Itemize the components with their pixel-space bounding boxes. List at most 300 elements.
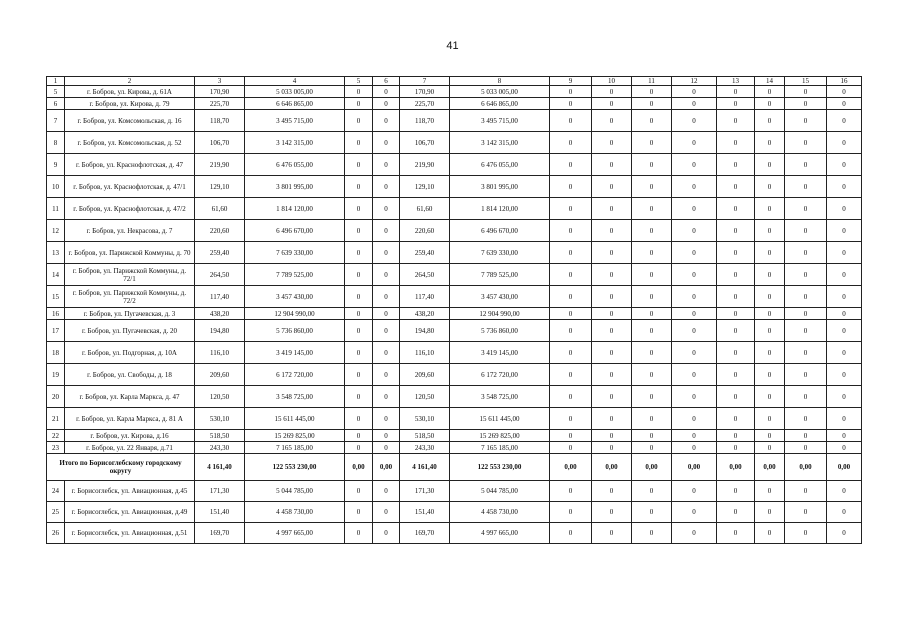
total-value: 0,00 (717, 454, 755, 481)
cost-cell: 3 801 995,00 (450, 176, 550, 198)
value-cell: 0 (717, 98, 755, 110)
address-cell: г. Бобров, ул. Парижской Коммуны, д. 72/1 (65, 264, 195, 286)
value-cell: 0 (785, 308, 827, 320)
value-cell: 0 (373, 98, 400, 110)
value-cell: 0 (345, 342, 373, 364)
value-cell: 0 (785, 342, 827, 364)
column-number: 9 (550, 77, 592, 86)
value-cell: 0 (672, 110, 717, 132)
area-cell: 264,50 (195, 264, 245, 286)
row-number: 11 (47, 198, 65, 220)
area-cell: 129,10 (400, 176, 450, 198)
value-cell: 0 (632, 430, 672, 442)
table-row (47, 364, 862, 386)
value-cell: 0 (345, 523, 373, 544)
area-cell: 117,40 (195, 286, 245, 308)
value-cell: 0 (672, 176, 717, 198)
value-cell: 0 (632, 198, 672, 220)
cost-cell: 4 997 665,00 (245, 523, 345, 544)
value-cell: 0 (592, 308, 632, 320)
value-cell: 0 (785, 442, 827, 454)
value-cell: 0 (717, 176, 755, 198)
value-cell: 0 (345, 110, 373, 132)
value-cell: 0 (345, 132, 373, 154)
value-cell: 0 (717, 154, 755, 176)
total-value: 0,00 (755, 454, 785, 481)
value-cell: 0 (373, 198, 400, 220)
value-cell: 0 (717, 364, 755, 386)
value-cell: 0 (592, 154, 632, 176)
value-cell: 0 (827, 110, 862, 132)
value-cell: 0 (717, 220, 755, 242)
value-cell: 0 (632, 320, 672, 342)
value-cell: 0 (672, 154, 717, 176)
row-number: 17 (47, 320, 65, 342)
value-cell: 0 (592, 430, 632, 442)
value-cell: 0 (345, 481, 373, 502)
value-cell: 0 (345, 198, 373, 220)
value-cell: 0 (345, 154, 373, 176)
value-cell: 0 (373, 502, 400, 523)
value-cell: 0 (672, 286, 717, 308)
cost-cell: 5 736 860,00 (245, 320, 345, 342)
address-cell: г. Борисоглебск, ул. Авиационная, д.51 (65, 523, 195, 544)
total-value: 4 161,40 (400, 454, 450, 481)
row-number: 23 (47, 442, 65, 454)
address-cell: г. Борисоглебск, ул. Авиационная, д.49 (65, 502, 195, 523)
column-number: 5 (345, 77, 373, 86)
total-value: 4 161,40 (195, 454, 245, 481)
value-cell: 0 (550, 320, 592, 342)
area-cell: 120,50 (400, 386, 450, 408)
value-cell: 0 (785, 502, 827, 523)
value-cell: 0 (785, 198, 827, 220)
value-cell: 0 (672, 98, 717, 110)
cost-cell: 5 044 785,00 (245, 481, 345, 502)
value-cell: 0 (785, 408, 827, 430)
table-row (47, 308, 862, 320)
value-cell: 0 (345, 442, 373, 454)
row-number: 18 (47, 342, 65, 364)
value-cell: 0 (827, 502, 862, 523)
value-cell: 0 (717, 242, 755, 264)
cost-cell: 7 639 330,00 (450, 242, 550, 264)
value-cell: 0 (827, 98, 862, 110)
row-number: 24 (47, 481, 65, 502)
area-cell: 170,90 (400, 86, 450, 98)
value-cell: 0 (373, 220, 400, 242)
area-cell: 219,90 (400, 154, 450, 176)
value-cell: 0 (717, 132, 755, 154)
table-row (47, 481, 862, 502)
value-cell: 0 (672, 386, 717, 408)
value-cell: 0 (755, 286, 785, 308)
value-cell: 0 (785, 132, 827, 154)
value-cell: 0 (672, 342, 717, 364)
address-cell: г. Бобров, ул. Комсомольская, д. 52 (65, 132, 195, 154)
value-cell: 0 (592, 320, 632, 342)
value-cell: 0 (785, 98, 827, 110)
value-cell: 0 (592, 176, 632, 198)
value-cell: 0 (755, 523, 785, 544)
cost-cell: 15 611 445,00 (450, 408, 550, 430)
value-cell: 0 (672, 132, 717, 154)
value-cell: 0 (755, 176, 785, 198)
value-cell: 0 (785, 242, 827, 264)
value-cell: 0 (785, 430, 827, 442)
cost-cell: 7 789 525,00 (245, 264, 345, 286)
value-cell: 0 (550, 242, 592, 264)
table-row (47, 286, 862, 308)
total-value: 0,00 (785, 454, 827, 481)
value-cell: 0 (717, 86, 755, 98)
address-cell: г. Бобров, ул. Свободы, д. 18 (65, 364, 195, 386)
value-cell: 0 (550, 342, 592, 364)
value-cell: 0 (827, 198, 862, 220)
value-cell: 0 (592, 98, 632, 110)
value-cell: 0 (785, 220, 827, 242)
value-cell: 0 (755, 502, 785, 523)
address-cell: г. Борисоглебск, ул. Авиационная, д.45 (65, 481, 195, 502)
value-cell: 0 (717, 481, 755, 502)
value-cell: 0 (550, 430, 592, 442)
value-cell: 0 (755, 320, 785, 342)
column-number: 6 (373, 77, 400, 86)
value-cell: 0 (632, 342, 672, 364)
cost-cell: 1 814 120,00 (450, 198, 550, 220)
value-cell: 0 (550, 502, 592, 523)
column-number: 7 (400, 77, 450, 86)
value-cell: 0 (827, 386, 862, 408)
area-cell: 194,80 (400, 320, 450, 342)
column-number: 4 (245, 77, 345, 86)
address-cell: г. Бобров, ул. Подгорная, д. 10А (65, 342, 195, 364)
row-number: 19 (47, 364, 65, 386)
area-cell: 171,30 (400, 481, 450, 502)
total-value: 0,00 (632, 454, 672, 481)
value-cell: 0 (672, 86, 717, 98)
column-number: 15 (785, 77, 827, 86)
address-cell: г. Бобров, ул. Парижской Коммуны, д. 70 (65, 242, 195, 264)
row-number: 7 (47, 110, 65, 132)
table-row (47, 386, 862, 408)
value-cell: 0 (345, 502, 373, 523)
value-cell: 0 (373, 386, 400, 408)
cost-cell: 3 548 725,00 (450, 386, 550, 408)
value-cell: 0 (785, 86, 827, 98)
address-cell: г. Бобров, ул. Кирова, д. 61А (65, 86, 195, 98)
value-cell: 0 (632, 386, 672, 408)
value-cell: 0 (785, 264, 827, 286)
value-cell: 0 (827, 242, 862, 264)
value-cell: 0 (550, 386, 592, 408)
value-cell: 0 (785, 154, 827, 176)
value-cell: 0 (632, 86, 672, 98)
area-cell: 170,90 (195, 86, 245, 98)
area-cell: 118,70 (195, 110, 245, 132)
area-cell: 264,50 (400, 264, 450, 286)
value-cell: 0 (717, 408, 755, 430)
value-cell: 0 (827, 342, 862, 364)
value-cell: 0 (592, 502, 632, 523)
area-cell: 106,70 (195, 132, 245, 154)
value-cell: 0 (785, 176, 827, 198)
value-cell: 0 (827, 176, 862, 198)
row-number: 12 (47, 220, 65, 242)
area-cell: 259,40 (195, 242, 245, 264)
cost-cell: 4 458 730,00 (245, 502, 345, 523)
row-number: 10 (47, 176, 65, 198)
area-cell: 209,60 (195, 364, 245, 386)
value-cell: 0 (632, 176, 672, 198)
value-cell: 0 (592, 242, 632, 264)
value-cell: 0 (592, 523, 632, 544)
value-cell: 0 (550, 481, 592, 502)
cost-cell: 7 165 185,00 (245, 442, 345, 454)
area-cell: 171,30 (195, 481, 245, 502)
column-number: 3 (195, 77, 245, 86)
cost-cell: 7 165 185,00 (450, 442, 550, 454)
value-cell: 0 (755, 242, 785, 264)
total-value: 0,00 (550, 454, 592, 481)
row-number: 8 (47, 132, 65, 154)
value-cell: 0 (550, 154, 592, 176)
value-cell: 0 (827, 264, 862, 286)
cost-cell: 6 646 865,00 (450, 98, 550, 110)
table-row (47, 523, 862, 544)
table-row (47, 132, 862, 154)
value-cell: 0 (755, 430, 785, 442)
value-cell: 0 (755, 308, 785, 320)
value-cell: 0 (632, 364, 672, 386)
area-cell: 61,60 (400, 198, 450, 220)
total-value: 122 553 230,00 (450, 454, 550, 481)
value-cell: 0 (672, 430, 717, 442)
table-row (47, 320, 862, 342)
value-cell: 0 (755, 364, 785, 386)
column-number: 14 (755, 77, 785, 86)
value-cell: 0 (785, 320, 827, 342)
cost-cell: 6 496 670,00 (245, 220, 345, 242)
row-number: 9 (47, 154, 65, 176)
cost-cell: 5 044 785,00 (450, 481, 550, 502)
cost-cell: 6 646 865,00 (245, 98, 345, 110)
value-cell: 0 (550, 110, 592, 132)
cost-cell: 3 419 145,00 (450, 342, 550, 364)
value-cell: 0 (672, 502, 717, 523)
value-cell: 0 (785, 286, 827, 308)
cost-cell: 3 142 315,00 (245, 132, 345, 154)
column-number: 16 (827, 77, 862, 86)
area-cell: 120,50 (195, 386, 245, 408)
cost-cell: 5 033 005,00 (450, 86, 550, 98)
value-cell: 0 (755, 408, 785, 430)
value-cell: 0 (373, 86, 400, 98)
value-cell: 0 (550, 198, 592, 220)
value-cell: 0 (717, 502, 755, 523)
table-row (47, 154, 862, 176)
value-cell: 0 (672, 442, 717, 454)
value-cell: 0 (550, 364, 592, 386)
cost-cell: 7 789 525,00 (450, 264, 550, 286)
value-cell: 0 (632, 98, 672, 110)
value-cell: 0 (373, 308, 400, 320)
value-cell: 0 (592, 86, 632, 98)
area-cell: 151,40 (400, 502, 450, 523)
row-number: 13 (47, 242, 65, 264)
page-number: 41 (446, 40, 459, 52)
value-cell: 0 (672, 364, 717, 386)
row-number: 22 (47, 430, 65, 442)
value-cell: 0 (592, 264, 632, 286)
value-cell: 0 (592, 364, 632, 386)
address-cell: г. Бобров, ул. Карла Маркса, д. 47 (65, 386, 195, 408)
area-cell: 169,70 (400, 523, 450, 544)
value-cell: 0 (755, 132, 785, 154)
value-cell: 0 (345, 286, 373, 308)
value-cell: 0 (672, 264, 717, 286)
cost-cell: 4 458 730,00 (450, 502, 550, 523)
value-cell: 0 (632, 132, 672, 154)
cost-cell: 3 419 145,00 (245, 342, 345, 364)
address-cell: г. Бобров, ул. Краснофлотская, д. 47/1 (65, 176, 195, 198)
value-cell: 0 (827, 154, 862, 176)
row-number: 14 (47, 264, 65, 286)
value-cell: 0 (373, 364, 400, 386)
value-cell: 0 (632, 110, 672, 132)
total-row (47, 454, 862, 481)
cost-cell: 6 476 055,00 (450, 154, 550, 176)
value-cell: 0 (550, 132, 592, 154)
area-cell: 106,70 (400, 132, 450, 154)
value-cell: 0 (373, 110, 400, 132)
value-cell: 0 (373, 264, 400, 286)
row-number: 5 (47, 86, 65, 98)
value-cell: 0 (592, 481, 632, 502)
value-cell: 0 (550, 442, 592, 454)
value-cell: 0 (592, 342, 632, 364)
value-cell: 0 (827, 220, 862, 242)
area-cell: 259,40 (400, 242, 450, 264)
area-cell: 438,20 (195, 308, 245, 320)
cost-cell: 6 476 055,00 (245, 154, 345, 176)
value-cell: 0 (755, 98, 785, 110)
area-cell: 116,10 (195, 342, 245, 364)
table-row (47, 110, 862, 132)
total-label: Итого по Борисоглебскому городскому округу (47, 454, 195, 481)
row-number: 21 (47, 408, 65, 430)
cost-cell: 5 736 860,00 (450, 320, 550, 342)
value-cell: 0 (345, 308, 373, 320)
area-cell: 220,60 (195, 220, 245, 242)
value-cell: 0 (827, 320, 862, 342)
cost-cell: 6 172 720,00 (450, 364, 550, 386)
value-cell: 0 (672, 320, 717, 342)
value-cell: 0 (632, 442, 672, 454)
value-cell: 0 (755, 264, 785, 286)
cost-cell: 12 904 990,00 (450, 308, 550, 320)
address-cell: г. Бобров, ул. Краснофлотская, д. 47 (65, 154, 195, 176)
cost-cell: 7 639 330,00 (245, 242, 345, 264)
table-row (47, 342, 862, 364)
value-cell: 0 (672, 523, 717, 544)
cost-cell: 5 033 005,00 (245, 86, 345, 98)
table-row (47, 98, 862, 110)
value-cell: 0 (672, 242, 717, 264)
value-cell: 0 (785, 481, 827, 502)
value-cell: 0 (632, 220, 672, 242)
value-cell: 0 (373, 430, 400, 442)
value-cell: 0 (592, 132, 632, 154)
value-cell: 0 (550, 98, 592, 110)
value-cell: 0 (373, 154, 400, 176)
value-cell: 0 (755, 198, 785, 220)
value-cell: 0 (550, 264, 592, 286)
value-cell: 0 (592, 198, 632, 220)
value-cell: 0 (592, 408, 632, 430)
total-value: 0,00 (373, 454, 400, 481)
value-cell: 0 (755, 386, 785, 408)
address-cell: г. Бобров, ул. 22 Января, д.71 (65, 442, 195, 454)
value-cell: 0 (345, 408, 373, 430)
value-cell: 0 (632, 242, 672, 264)
value-cell: 0 (785, 110, 827, 132)
value-cell: 0 (672, 308, 717, 320)
area-cell: 169,70 (195, 523, 245, 544)
area-cell: 129,10 (195, 176, 245, 198)
address-cell: г. Бобров, ул. Некрасова, д. 7 (65, 220, 195, 242)
value-cell: 0 (827, 308, 862, 320)
value-cell: 0 (755, 86, 785, 98)
row-number: 6 (47, 98, 65, 110)
row-number: 20 (47, 386, 65, 408)
value-cell: 0 (550, 308, 592, 320)
value-cell: 0 (345, 86, 373, 98)
cost-cell: 15 611 445,00 (245, 408, 345, 430)
area-cell: 530,10 (400, 408, 450, 430)
area-cell: 118,70 (400, 110, 450, 132)
register-table (46, 76, 862, 544)
area-cell: 61,60 (195, 198, 245, 220)
value-cell: 0 (592, 110, 632, 132)
value-cell: 0 (755, 481, 785, 502)
area-cell: 243,30 (400, 442, 450, 454)
area-cell: 219,90 (195, 154, 245, 176)
value-cell: 0 (550, 86, 592, 98)
address-cell: г. Бобров, ул. Карла Маркса, д. 81 А (65, 408, 195, 430)
cost-cell: 6 496 670,00 (450, 220, 550, 242)
cost-cell: 3 142 315,00 (450, 132, 550, 154)
value-cell: 0 (550, 176, 592, 198)
value-cell: 0 (632, 523, 672, 544)
address-cell: г. Бобров, ул. Кирова, д.16 (65, 430, 195, 442)
value-cell: 0 (373, 132, 400, 154)
value-cell: 0 (592, 386, 632, 408)
cost-cell: 3 495 715,00 (245, 110, 345, 132)
area-cell: 518,50 (195, 430, 245, 442)
table-row (47, 408, 862, 430)
value-cell: 0 (785, 523, 827, 544)
value-cell: 0 (345, 264, 373, 286)
cost-cell: 15 269 825,00 (245, 430, 345, 442)
area-cell: 518,50 (400, 430, 450, 442)
value-cell: 0 (345, 220, 373, 242)
value-cell: 0 (550, 408, 592, 430)
table-row (47, 264, 862, 286)
cost-cell: 12 904 990,00 (245, 308, 345, 320)
value-cell: 0 (785, 364, 827, 386)
value-cell: 0 (345, 364, 373, 386)
